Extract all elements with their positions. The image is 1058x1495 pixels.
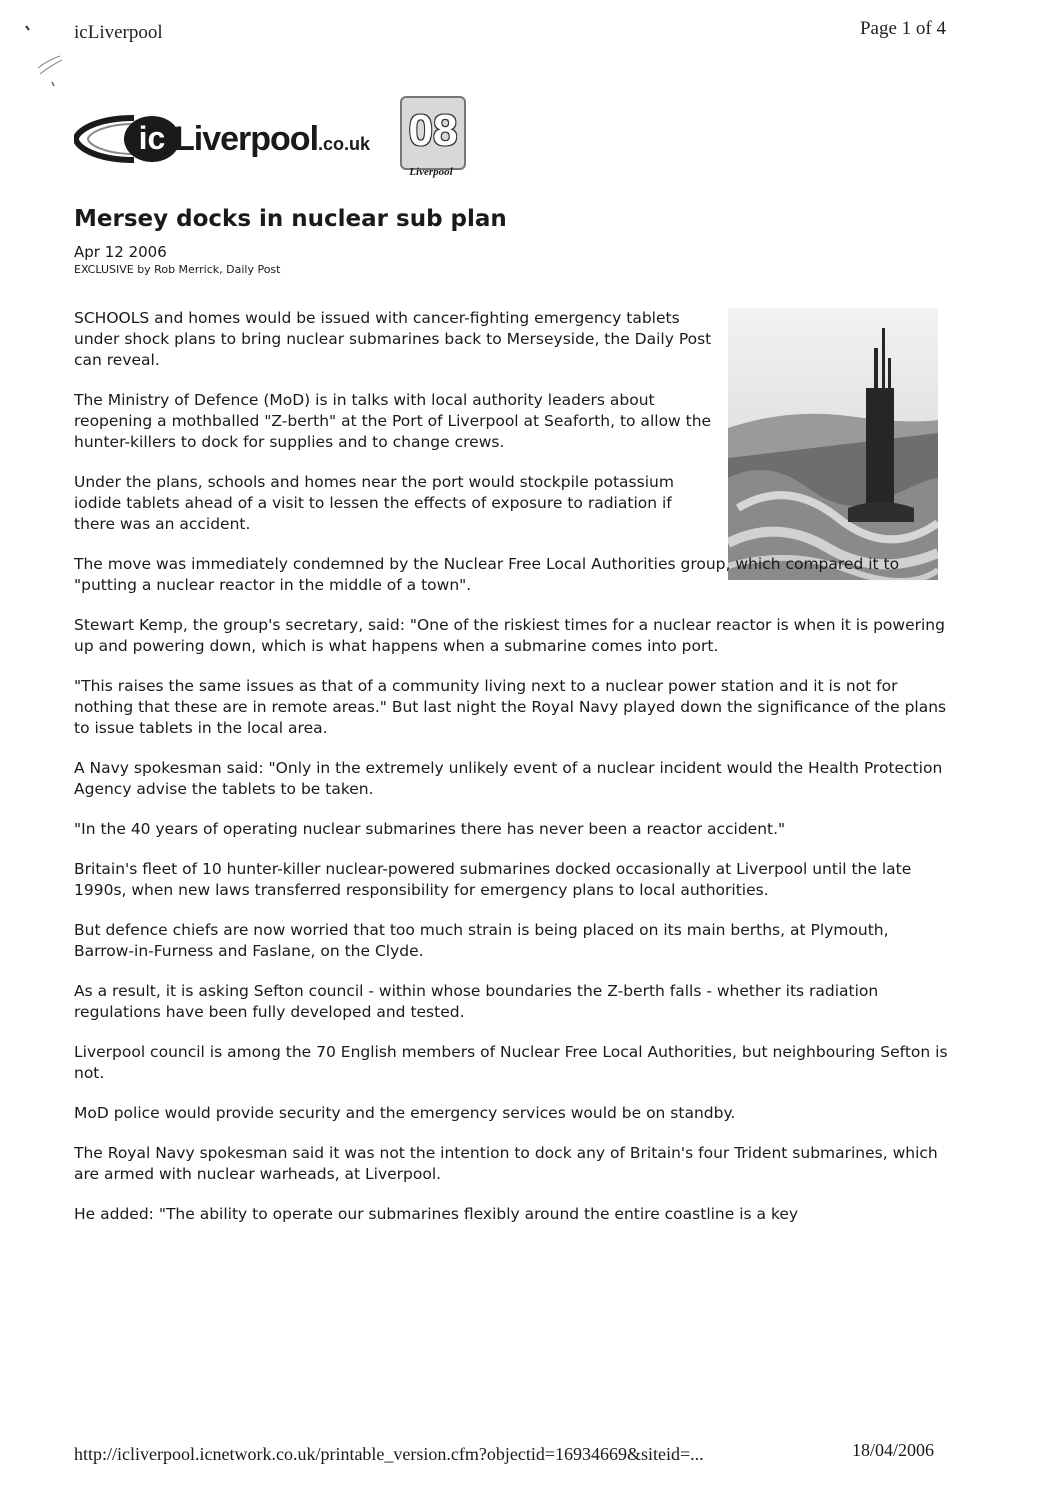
article-paragraph: The Royal Navy spokesman said it was not the intention to dock any of Britain's four Trident submarines, which are armed with nuclear warheads, at Liverpool. xyxy=(74,1144,938,1183)
logo-08-caption: Liverpool xyxy=(409,166,453,178)
article-paragraph: Britain's fleet of 10 hunter-killer nuclear-powered submarines docked occasionally at Liverpool until the late 1990s, when new laws transferred responsibility for emergency plans to local authorities. xyxy=(74,860,912,899)
article-paragraph: MoD police would provide security and the emergency services would be on standby. xyxy=(74,1104,736,1122)
article-paragraph: The move was immediately condemned by the Nuclear Free Local Authorities group, which compared it to "putting a nuclear reactor in the middle of a town". xyxy=(74,555,900,594)
header-site-name: icLiverpool xyxy=(74,22,163,43)
article-paragraph: SCHOOLS and homes would be issued with cancer-fighting emergency tablets under shock plans to bring nuclear submarines back to Merseyside, the Daily Post can reveal. xyxy=(74,309,712,369)
logo-wordmark: Liverpool.co.uk xyxy=(174,120,371,158)
article-body xyxy=(74,308,950,1244)
article-paragraph: Stewart Kemp, the group's secretary, said: "One of the riskiest times for a nuclear reactor is when it is powering up and powering down, which is what happens when a submarine comes into port. xyxy=(74,616,945,655)
article-paragraph: "This raises the same issues as that of a community living next to a nuclear power station and it is not for nothing that these are in remote areas." But last night the Royal Navy played down the significance of the plans to issue tablets in the local area. xyxy=(74,677,947,737)
site-logo xyxy=(74,96,474,186)
footer-print-date: 18/04/2006 xyxy=(852,1440,935,1460)
article-paragraph: He added: "The ability to operate our submarines flexibly around the entire coastline is a key xyxy=(74,1205,799,1223)
article-paragraph: The Ministry of Defence (MoD) is in talks with local authority leaders about reopening a mothballed "Z-berth" at the Port of Liverpool at Seaforth, to allow the hunter-killers to dock for supplies and to change crews. xyxy=(74,391,712,451)
article-paragraph: As a result, it is asking Sefton council - within whose boundaries the Z-berth falls - whether its radiation regulations have been fully developed and tested. xyxy=(74,982,879,1021)
article-paragraph: A Navy spokesman said: "Only in the extremely unlikely event of a nuclear incident would the Health Protection Agency advise the tablets to be taken. xyxy=(74,759,943,798)
logo-ic-mark: ic xyxy=(124,116,180,162)
article-date: Apr 12 2006 xyxy=(74,243,167,261)
article-headline: Mersey docks in nuclear sub plan xyxy=(74,206,507,232)
page-number: Page 1 of 4 xyxy=(859,18,946,39)
article-paragraph: Liverpool council is among the 70 English members of Nuclear Free Local Authorities, but neighbouring Sefton is not. xyxy=(74,1043,948,1082)
article-paragraph: Under the plans, schools and homes near the port would stockpile potassium iodide tablets ahead of a visit to lessen the effects of exposure to radiation if there was an accident. xyxy=(74,473,674,533)
pen-mark xyxy=(18,22,78,92)
article-byline: EXCLUSIVE by Rob Merrick, Daily Post xyxy=(74,263,281,276)
article-paragraph: "In the 40 years of operating nuclear submarines there has never been a reactor accident." xyxy=(74,820,786,838)
logo-08-badge: 08 xyxy=(400,96,466,170)
article-paragraph: But defence chiefs are now worried that too much strain is being placed on its main berths, at Plymouth, Barrow-in-Furness and Faslane, on the Clyde. xyxy=(74,921,889,960)
footer-url: http://icliverpool.icnetwork.co.uk/printable_version.cfm?objectid=16934669&siteid=... xyxy=(74,1444,704,1464)
